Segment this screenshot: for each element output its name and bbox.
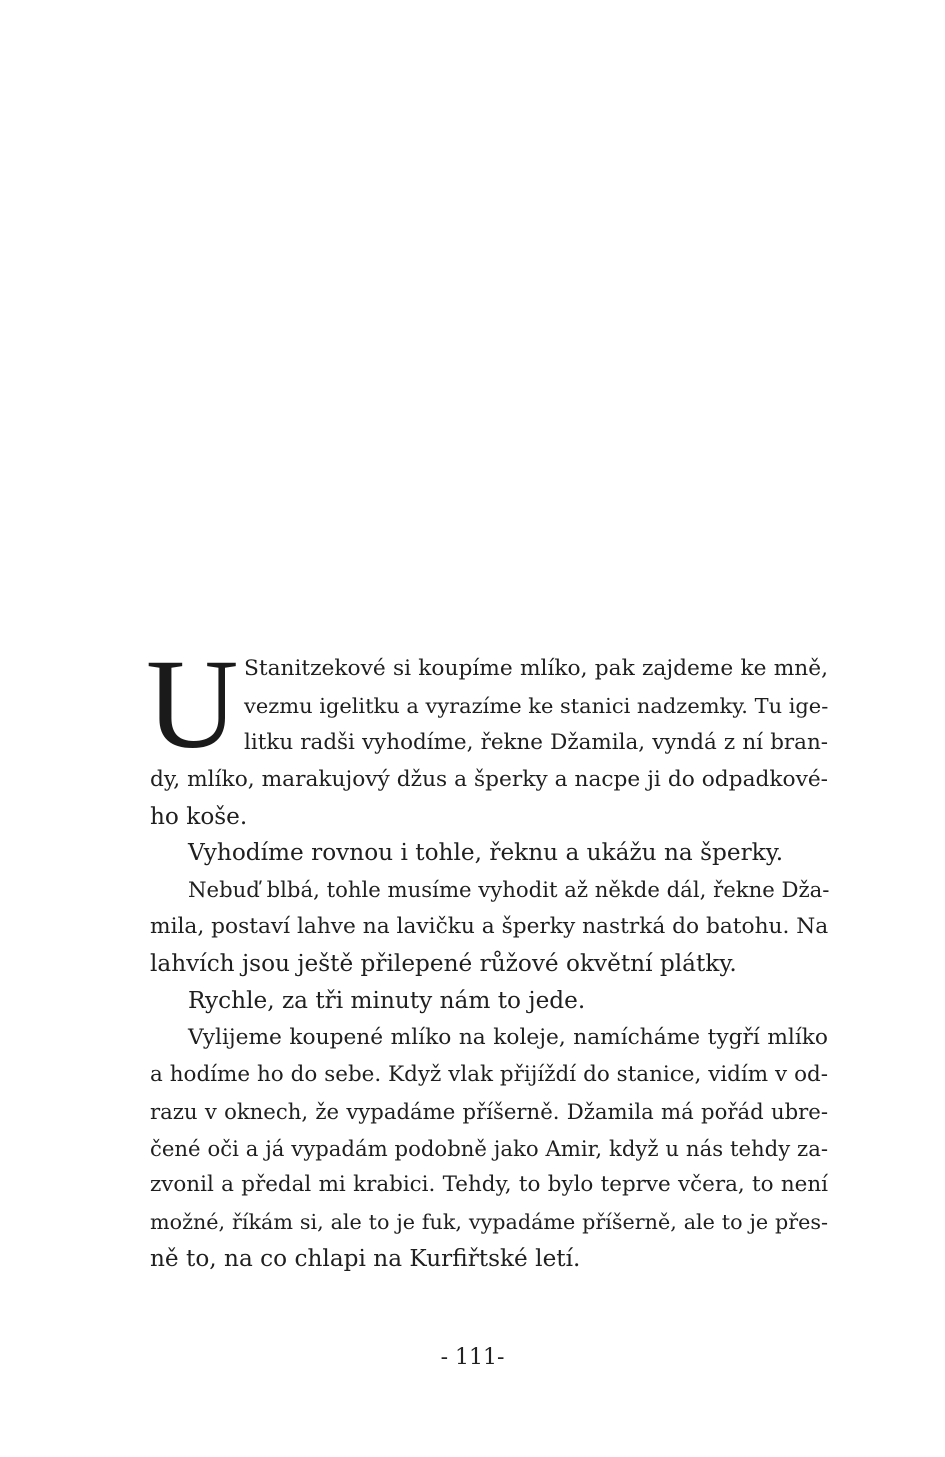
text-line: Vylijeme koupené mlíko na koleje, namícháme tygří mlíko: [188, 1024, 828, 1050]
text-line: čené oči a já vypadám podobně jako Amir, když u nás tehdy za-: [150, 1135, 828, 1161]
drop-cap-letter: U: [146, 633, 239, 775]
text-line: možné, říkám si, ale to je fuk, vypadáme příšerně, ale to je přes-: [150, 1210, 828, 1235]
page-number: - 111-: [440, 1345, 505, 1370]
text-line: mila, postaví lahve na lavičku a šperky nastrká do batohu. Na: [150, 914, 829, 940]
text-line: vezmu igelitku a vyrazíme ke stanici nadzemky. Tu ige-: [244, 693, 829, 718]
text-line: Vyhodíme rovnou i tohle, řeknu a ukážu na šperky.: [188, 839, 784, 867]
text-line: Stanitzekové si koupíme mlíko, pak zajdeme ke mně,: [244, 656, 828, 681]
text-line: litku radši vyhodíme, řekne Džamila, vyndá z ní bran-: [244, 729, 828, 755]
text-line: Nebuď blbá, tohle musíme vyhodit až někde dál, řekne Dža-: [188, 877, 830, 903]
text-line: zvonil a předal mi krabici. Tehdy, to bylo teprve včera, to není: [150, 1172, 828, 1198]
body-text: [146, 633, 830, 1278]
text-line: lahvích jsou ještě přilepené růžové okvětní plátky.: [150, 950, 737, 978]
text-line: a hodíme ho do sebe. Když vlak přijíždí do stanice, vidím v od-: [150, 1061, 828, 1087]
text-line: Rychle, za tři minuty nám to jede.: [188, 987, 586, 1015]
text-line: ně to, na co chlapi na Kurfiřtské letí.: [150, 1245, 581, 1273]
text-line: razu v oknech, že vypadáme příšerně. Džamila má pořád ubre-: [150, 1098, 828, 1124]
text-line: ho koše.: [150, 802, 248, 830]
text-line: dy, mlíko, marakujový džus a šperky a nacpe ji do odpadkové-: [150, 766, 828, 792]
